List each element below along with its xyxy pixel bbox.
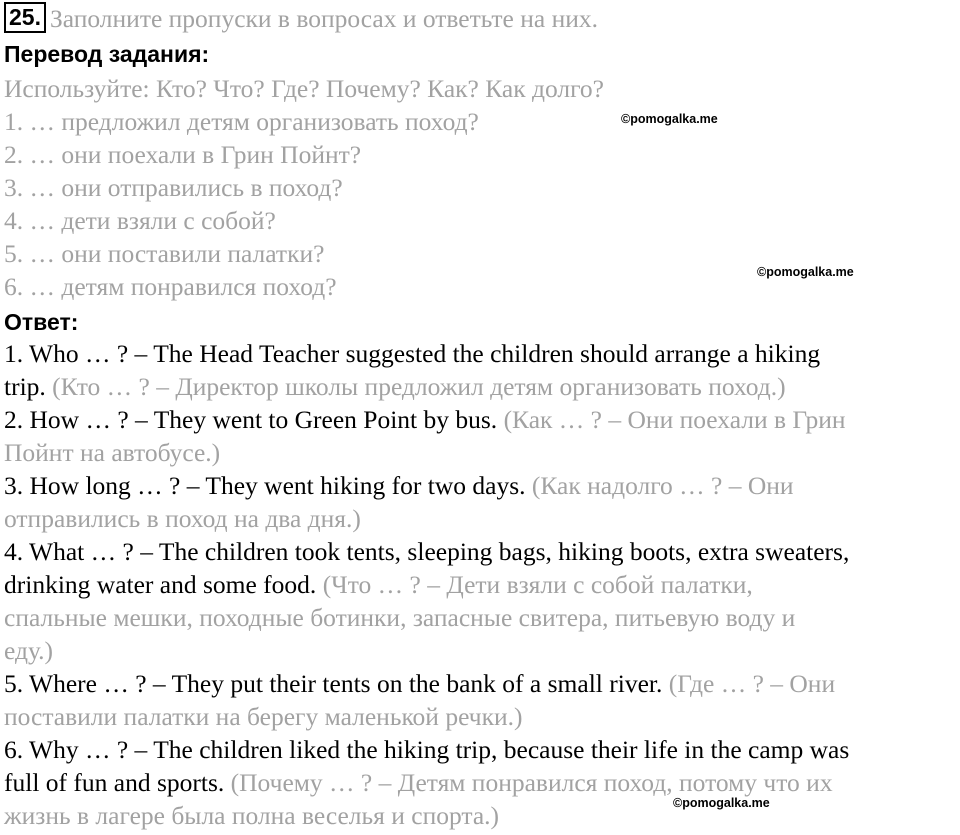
answer-english: 2. How … ? – They went to Green Point by bus. bbox=[4, 405, 498, 434]
answer-line bbox=[4, 766, 833, 799]
answer-english: 4. What … ? – The children took tents, sleeping bags, hiking boots, extra sweaters, bbox=[4, 537, 850, 566]
answer-russian: (Где … ? – Они bbox=[662, 669, 836, 698]
answer-english: trip. bbox=[4, 372, 46, 401]
answer-line bbox=[4, 568, 753, 601]
watermark: ©pomogalka.me bbox=[673, 796, 770, 810]
answer-russian: спальные мешки, походные ботинки, запасные свитера, питьевую воду и bbox=[4, 603, 796, 632]
answer-line bbox=[4, 700, 522, 733]
answer-russian: Пойнт на автобусе.) bbox=[4, 438, 221, 467]
answer-line bbox=[4, 436, 220, 469]
answer-line bbox=[4, 799, 499, 832]
answer-english: 6. Why … ? – The children liked the hiking trip, because their life in the camp was bbox=[4, 735, 850, 764]
answer-line bbox=[4, 535, 849, 568]
answer-russian: отправились в поход на два дня.) bbox=[4, 504, 361, 533]
answer-russian: (Что … ? – Дети взяли с собой палатки, bbox=[316, 570, 753, 599]
answer-english: drinking water and some food. bbox=[4, 570, 317, 599]
answer-line bbox=[4, 667, 835, 700]
task-number: 25. bbox=[4, 2, 46, 33]
translation-line: 1. … предложил детям организовать поход? bbox=[4, 107, 479, 136]
translation-line: 2. … они поехали в Грин Пойнт? bbox=[4, 140, 362, 169]
answer-english: full of fun and sports. bbox=[4, 768, 225, 797]
task-header bbox=[4, 2, 598, 35]
answer-russian: (Почему … ? – Детям понравился поход, потому что их bbox=[224, 768, 833, 797]
answer-line bbox=[4, 601, 795, 634]
answer-line bbox=[4, 370, 786, 403]
answer-russian: еду.) bbox=[4, 636, 54, 665]
translation-line: 3. … они отправились в поход? bbox=[4, 173, 343, 202]
answer-english: 1. Who … ? – The Head Teacher suggested the children should arrange a hiking bbox=[4, 339, 821, 368]
translation-line: 5. … они поставили палатки? bbox=[4, 239, 325, 268]
watermark: ©pomogalka.me bbox=[621, 112, 718, 126]
answer-russian: поставили палатки на берегу маленькой речки.) bbox=[4, 702, 523, 731]
answer-heading: Ответ: bbox=[4, 309, 79, 335]
answer-line bbox=[4, 337, 820, 370]
translation-line: Используйте: Кто? Что? Где? Почему? Как? Как долго? bbox=[4, 74, 604, 103]
answer-russian: жизнь в лагере была полна веселья и спорта.) bbox=[4, 801, 500, 830]
answer-line bbox=[4, 502, 361, 535]
watermark: ©pomogalka.me bbox=[757, 265, 854, 279]
answer-english: 5. Where … ? – They put their tents on the bank of a small river. bbox=[4, 669, 663, 698]
answer-line bbox=[4, 733, 849, 766]
answer-line bbox=[4, 403, 846, 436]
translation-line: 6. … детям понравился поход? bbox=[4, 272, 337, 301]
answer-line bbox=[4, 634, 53, 667]
answer-english: 3. How long … ? – They went hiking for two days. bbox=[4, 471, 526, 500]
translation-line: 4. … дети взяли с собой? bbox=[4, 206, 276, 235]
task-instruction: Заполните пропуски в вопросах и ответьте на них. bbox=[49, 4, 598, 33]
answer-line bbox=[4, 469, 794, 502]
answer-russian: (Как надолго … ? – Они bbox=[525, 471, 794, 500]
answer-russian: (Кто … ? – Директор школы предложил детям организовать поход.) bbox=[45, 372, 786, 401]
answer-russian: (Как … ? – Они поехали в Грин bbox=[497, 405, 846, 434]
translation-heading: Перевод задания: bbox=[4, 41, 210, 67]
